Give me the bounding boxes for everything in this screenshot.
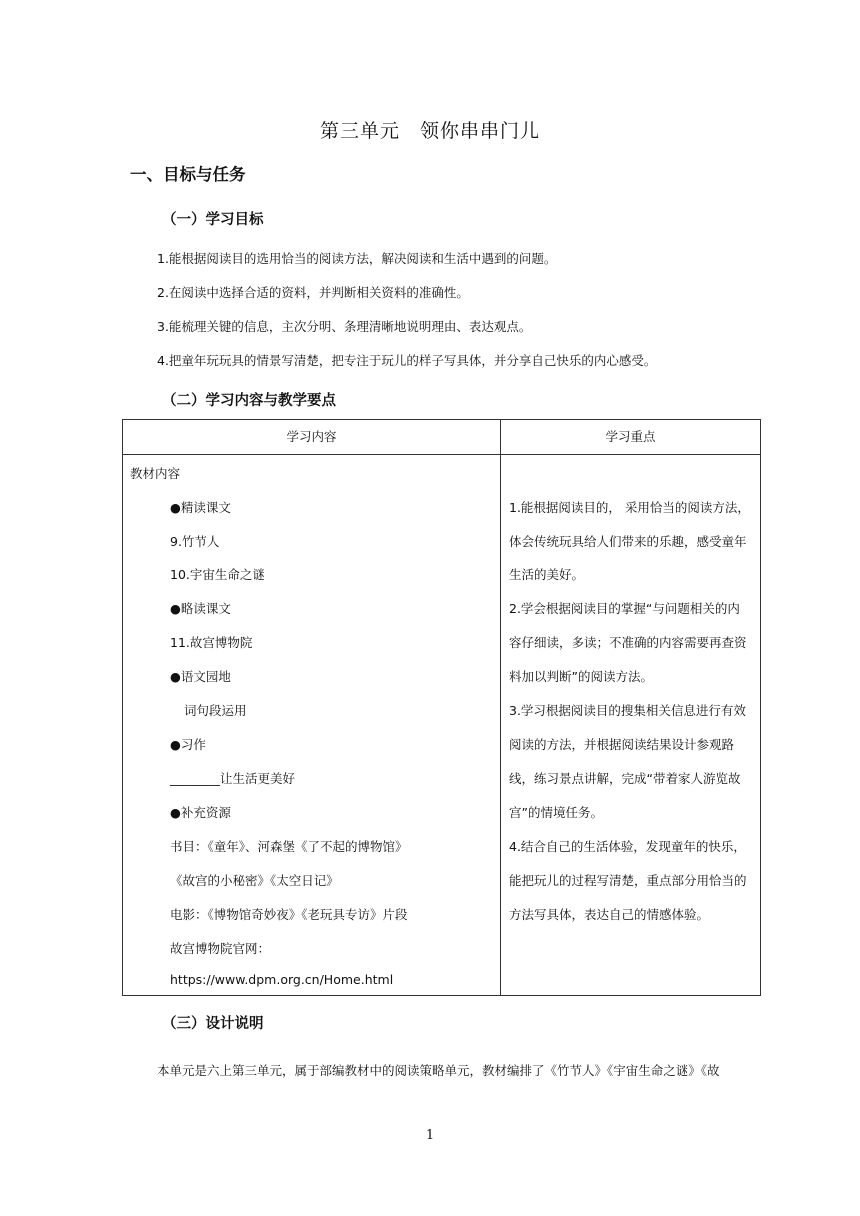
subsection-heading-content-points: （二）学习内容与教学要点 [162,393,336,409]
table-left-line: 《故宫的小秘密》《太空日记》 [170,873,339,888]
table-left-line: ●补充资源 [170,805,231,820]
page-number: 1 [425,1128,435,1143]
table-left-line: ●精读课文 [170,500,231,515]
table-header-divider [123,454,760,455]
table-right-line: 能把玩儿的过程写清楚，重点部分用恰当的 [509,873,747,888]
table-left-line: 电影：《博物馆奇妙夜》《老玩具专访》片段 [170,907,408,922]
document-title: 第三单元 领你串串门儿 [319,120,540,142]
table-left-line: 教材内容 [130,466,181,481]
goal-item-1: 1.能根据阅读目的选用恰当的阅读方法，解决阅读和生活中遇到的问题。 [157,251,557,266]
table-right-line: 方法写具体，表达自己的情感体验。 [509,907,710,922]
subsection-heading-design-notes: （三）设计说明 [162,1016,264,1032]
section-heading-goals-tasks: 一、目标与任务 [130,165,246,184]
table-right-line: 宫”的情境任务。 [509,805,603,820]
table-right-line: 容仔细读，多读；不准确的内容需要再查资 [509,635,747,650]
table-right-line: 3.学习根据阅读目的搜集相关信息进行有效 [509,703,746,718]
table-right-line: 4.结合自己的生活体验，发现童年的快乐， [509,839,746,854]
table-header-content: 学习内容 [286,429,337,444]
content-table [122,419,761,996]
table-left-line: 词句段运用 [184,703,247,718]
subsection-heading-learning-goals: （一）学习目标 [162,212,264,228]
table-left-line: ●语文园地 [170,669,231,684]
table-right-line: 1.能根据阅读目的， 采用恰当的阅读方法， [509,500,750,515]
table-left-line: 故宫博物院官网： [170,941,271,956]
table-right-line: 2.学会根据阅读目的掌握“与问题相关的内 [509,601,740,616]
table-header-focus: 学习重点 [605,429,656,444]
table-column-divider [500,420,501,995]
goal-item-2: 2.在阅读中选择合适的资料，并判断相关资料的准确性。 [157,285,469,300]
design-notes-paragraph: 本单元是六上第三单元，属于部编教材中的阅读策略单元，教材编排了《竹节人》《宇宙生命之谜》《故 [157,1063,720,1078]
table-left-line: ________让生活更美好 [170,771,296,786]
table-right-line: 体会传统玩具给人们带来的乐趣，感受童年 [509,534,747,549]
table-right-line: 线，练习景点讲解，完成“带着家人游览故 [509,771,741,786]
table-left-line: 10.宇宙生命之谜 [170,567,265,582]
table-left-line: 9.竹节人 [170,534,220,549]
table-right-line: 阅读的方法，并根据阅读结果设计参观路 [509,737,735,752]
table-right-line: 生活的美好。 [509,567,585,582]
table-left-line: ●习作 [170,737,206,752]
table-right-line: 料加以判断”的阅读方法。 [509,669,653,684]
table-left-line: 书目：《童年》、河森堡《了不起的博物馆》 [170,839,408,854]
table-left-line: https://www.dpm.org.cn/Home.html [170,972,394,987]
table-left-line: ●略读课文 [170,601,231,616]
goal-item-3: 3.能梳理关键的信息，主次分明、条理清晰地说明理由、表达观点。 [157,319,532,334]
goal-item-4: 4.把童年玩玩具的情景写清楚，把专注于玩儿的样子写具体，并分享自己快乐的内心感受。 [157,353,657,368]
table-left-line: 11.故宫博物院 [170,635,253,650]
